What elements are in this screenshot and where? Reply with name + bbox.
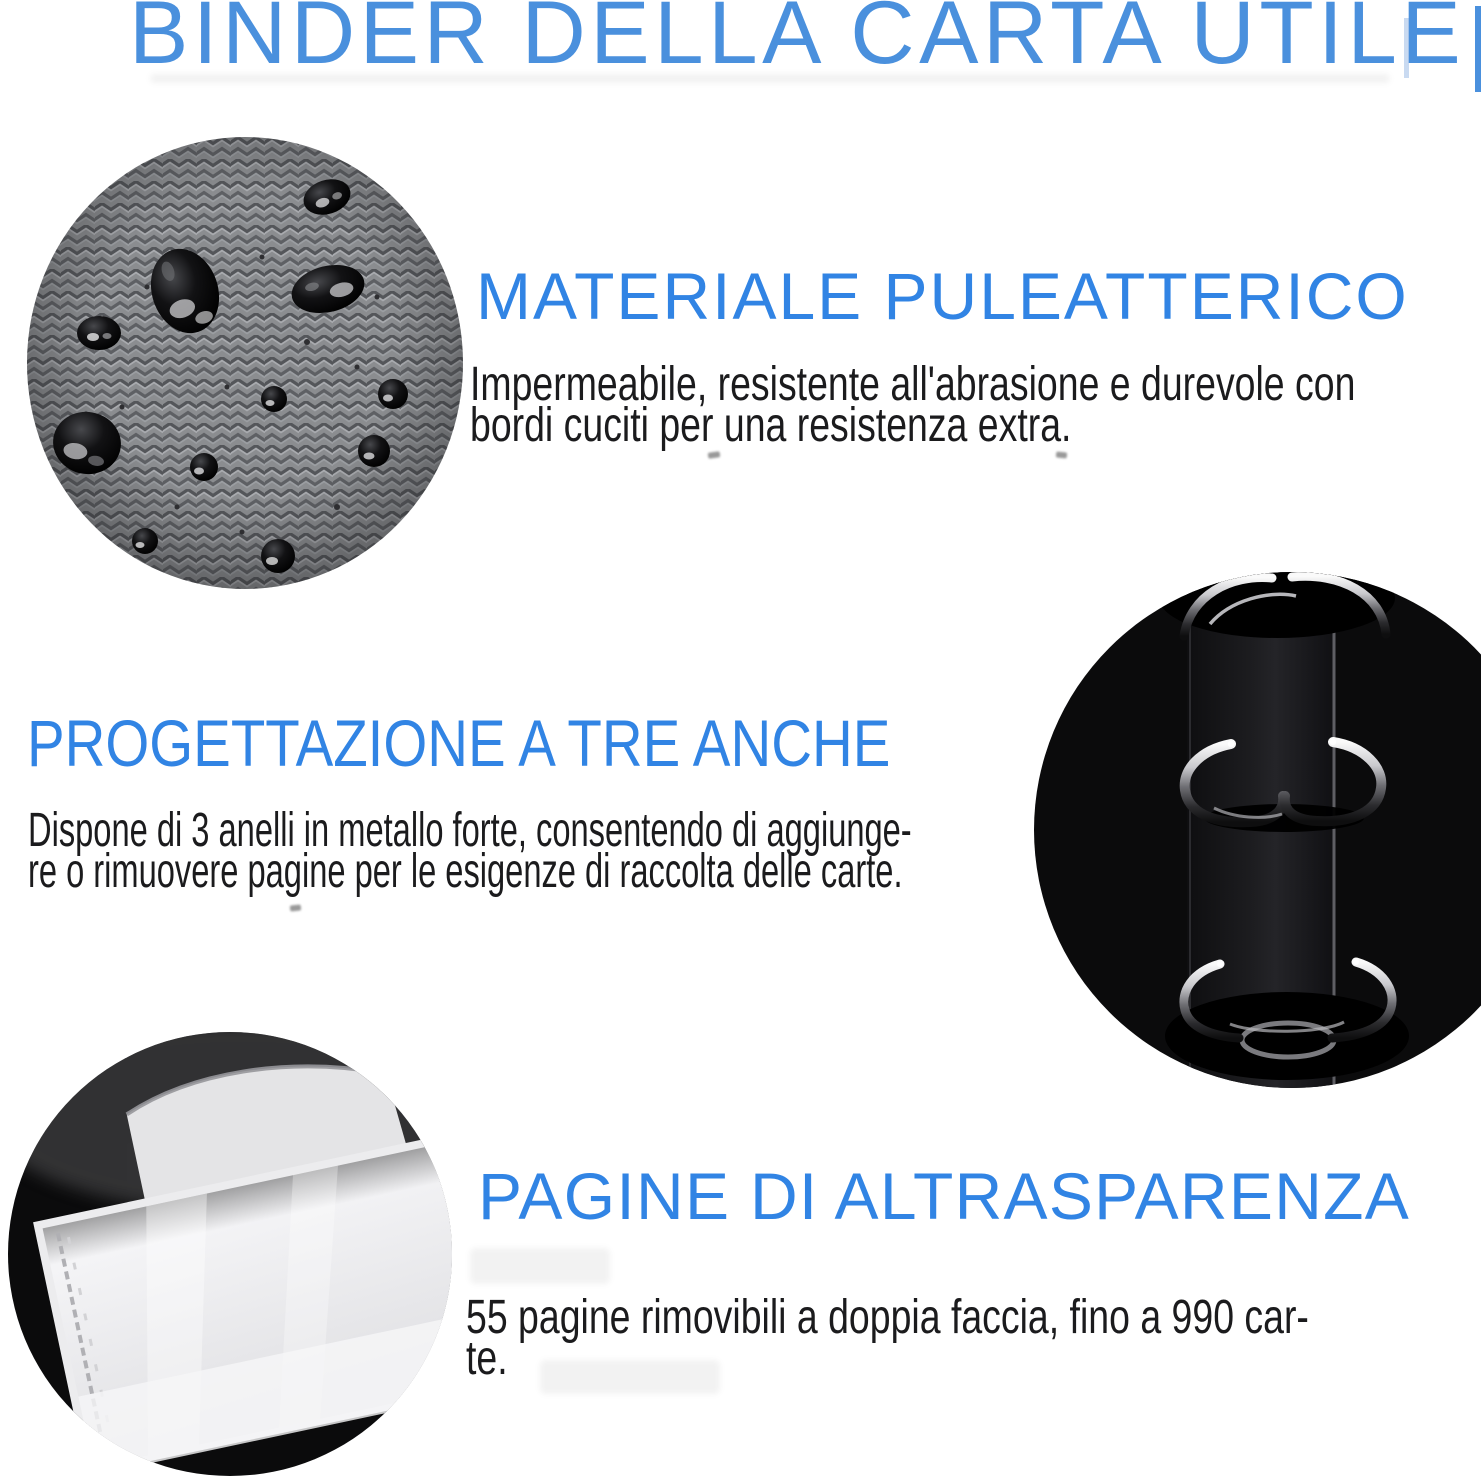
body-line: 55 pagine rimovibili a doppia faccia, fino a 990 car- bbox=[466, 1291, 1309, 1344]
body-line: Impermeabile, resistente all'abrasione e durevole con bbox=[470, 358, 1356, 411]
body-line: bordi cuciti per una resistenza extra. bbox=[470, 399, 1072, 452]
ghost-artifact bbox=[290, 904, 302, 911]
binder-rings-photo bbox=[1034, 572, 1481, 1088]
ghost-artifact bbox=[150, 74, 1390, 83]
section-body-rings bbox=[28, 804, 912, 898]
carbon-texture-photo bbox=[27, 137, 463, 590]
ghost-artifact bbox=[540, 1360, 720, 1394]
ghost-artifact bbox=[470, 1248, 610, 1284]
body-line: Dispone di 3 anelli in metallo forte, consentendo di aggiunge- bbox=[28, 804, 912, 857]
section-heading-rings: PROGETTAZIONE A TRE ANCHE bbox=[27, 706, 891, 780]
page-title: BINDER DELLA CARTA UTILE bbox=[129, 0, 1466, 82]
ghost-artifact bbox=[708, 451, 721, 459]
section-body-material bbox=[470, 358, 1356, 452]
section-heading-pages: PAGINE DI ALTRASPARENZA bbox=[478, 1159, 1411, 1233]
body-line: te. bbox=[466, 1332, 508, 1385]
section-heading-material: MATERIALE PULEATTERICO bbox=[476, 259, 1409, 333]
ghost-artifact bbox=[1056, 451, 1068, 458]
clear-pages-photo bbox=[8, 1032, 452, 1483]
cut-off-letter-fragment bbox=[1475, 6, 1481, 92]
binder-rings-image bbox=[1034, 572, 1481, 1088]
carbon-texture-image bbox=[27, 137, 463, 590]
clear-pages-image bbox=[8, 1032, 452, 1483]
body-line: re o rimuovere pagine per le esigenze di raccolta delle carte. bbox=[28, 845, 903, 898]
ghost-artifact bbox=[1404, 18, 1409, 78]
